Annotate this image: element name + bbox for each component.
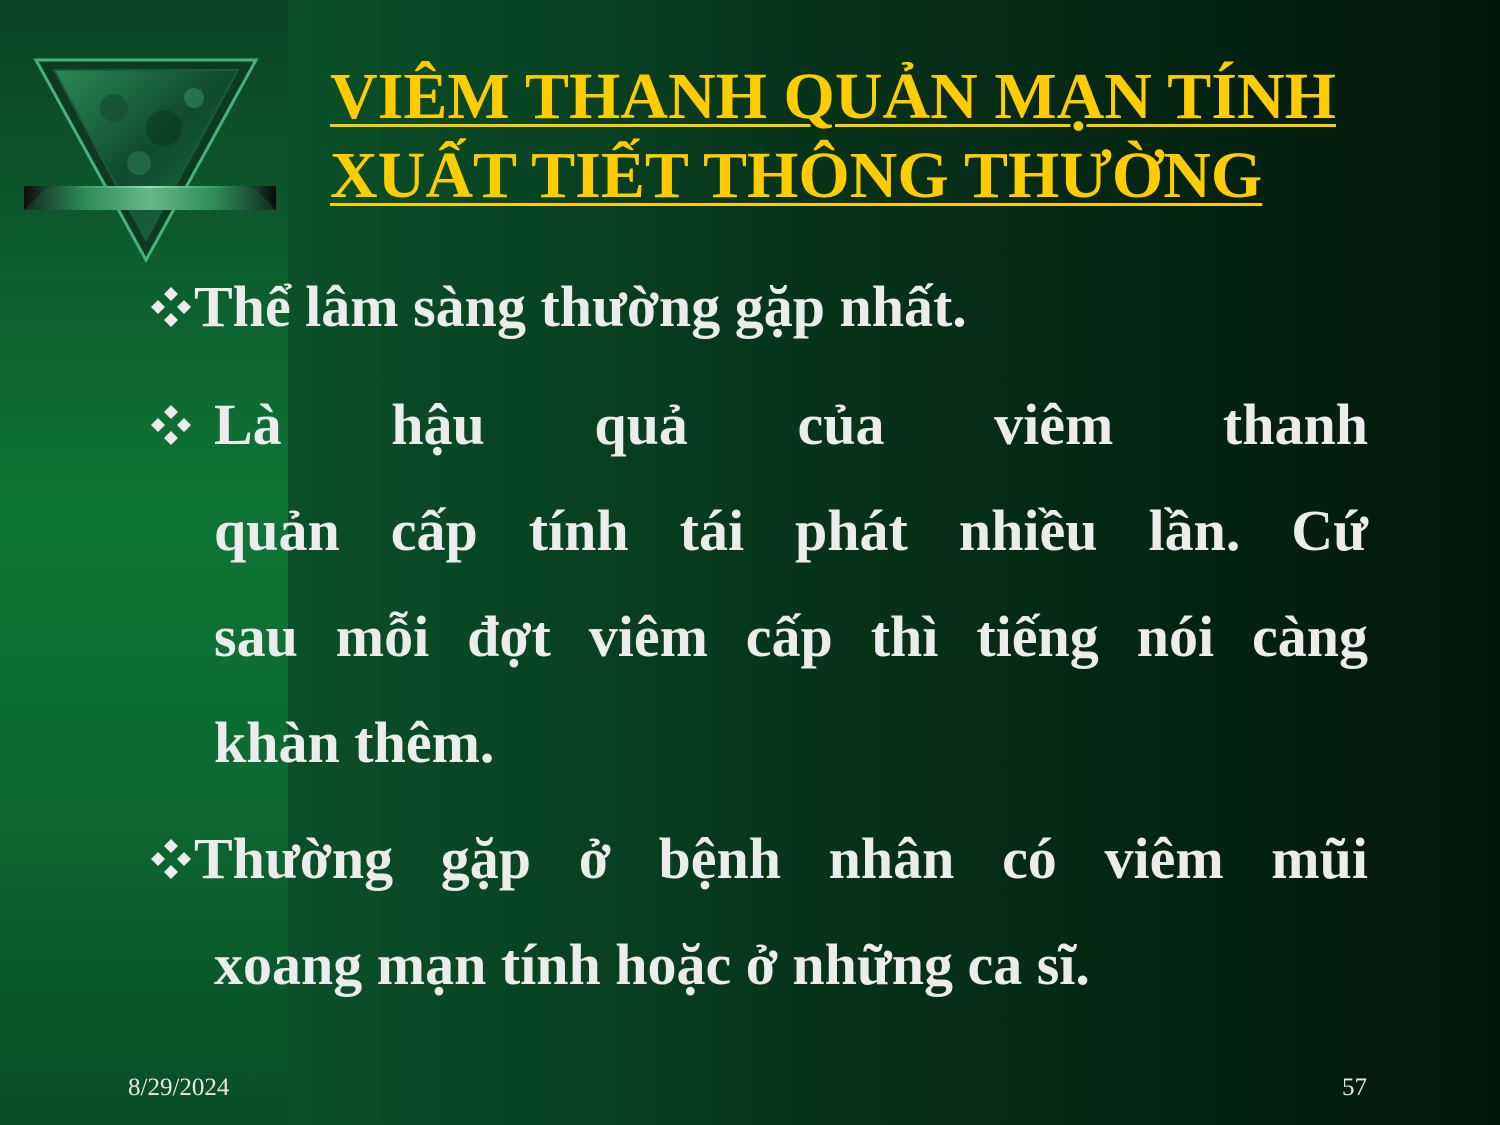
diamond-bullet-icon (148, 284, 194, 330)
green-marble-triangle-logo-icon (24, 58, 276, 264)
bullet-text-line: sau mỗi đợt viêm cấp thì tiếng nói càng (214, 604, 1368, 669)
bullet-text-line: khàn thêm. (214, 710, 495, 775)
diamond-bullet-icon (148, 402, 194, 448)
bullet-text-line: Thường gặp ở bệnh nhân có viêm mũi (194, 826, 1368, 891)
slide-title-line-2: XUẤT TIẾT THÔNG THƯỜNG (330, 139, 1263, 212)
bullet-item (148, 806, 1368, 1018)
diamond-bullet-icon (148, 836, 194, 882)
bullet-text-line: xoang mạn tính hoặc ở những ca sĩ. (214, 932, 1090, 997)
bullet-text-line: quản cấp tính tái phát nhiều lần. Cứ (214, 498, 1368, 563)
bullet-text: Thể lâm sàng thường gặp nhất. (194, 274, 967, 339)
footer-date: 8/29/2024 (128, 1074, 230, 1101)
bullet-text-line: Là hậu quả của viêm thanh (214, 392, 1368, 457)
slide-title-line-1: VIÊM THANH QUẢN MẠN TÍNH (330, 60, 1336, 133)
footer-page-number: 57 (1342, 1074, 1367, 1101)
bullet-item (148, 254, 1368, 360)
bullet-item (148, 372, 1368, 796)
